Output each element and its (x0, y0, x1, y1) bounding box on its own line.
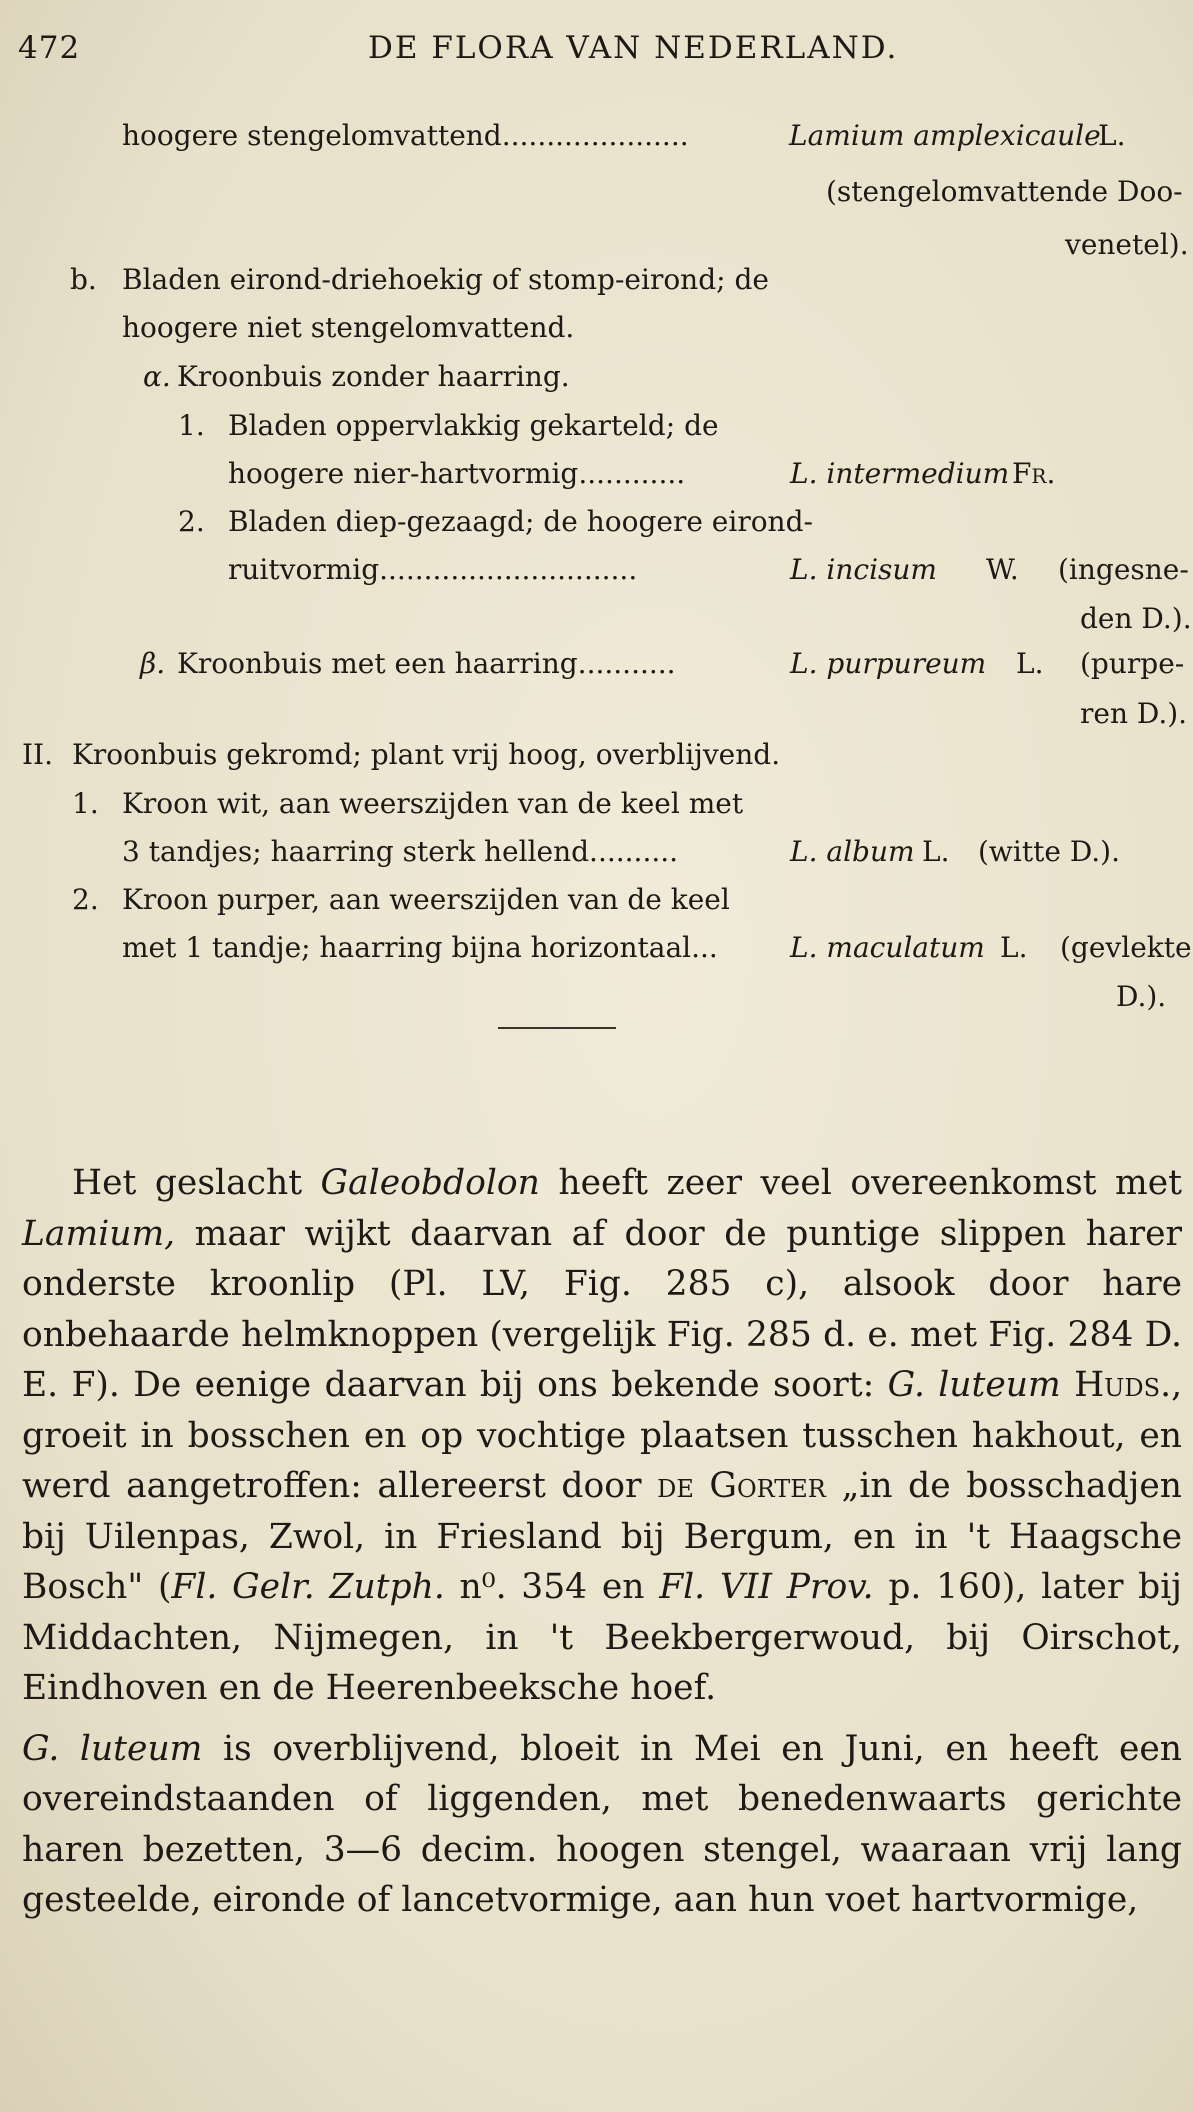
key-label: 1. (178, 409, 205, 442)
key-line: Kroonbuis gekromd; plant vrij hoog, overblijvend. (72, 738, 781, 771)
author-abbrev: L. (1098, 119, 1126, 152)
key-line: met 1 tandje; haarring bijna horizontaal... (122, 931, 718, 964)
section-divider (498, 1027, 616, 1029)
species-name: L. purpureum (790, 647, 987, 680)
author-abbrev: Fr. (1012, 457, 1056, 490)
author-abbrev: L. (922, 835, 950, 868)
key-label: 1. (72, 787, 99, 820)
paragraph: Het geslacht Galeobdolon heeft zeer veel overeenkomst met Lamium, maar wijkt daarvan af door de puntige slippen harer onderste kroonlip (Pl. LV, Fig. 285 c), alsook door hare onbehaarde helmknoppen (vergelijk Fig. 285 d. e. met Fig. 284 D. E. F). De eenige daarvan bij ons bekende soort: G. luteum Huds., groeit in bosschen en op vochtige plaatsen tusschen hakhout, en werd aangetroffen: allereerst door de Gorter „in de bosschadjen bij Uilenpas, Zwol, in Friesland bij Bergum, en in 't Haagsche Bosch" (Fl. Gelr. Zutph. n⁰. 354 en Fl. VII Prov. p. 160), later bij Middachten, Nijmegen, in 't Beekbergerwoud, bij Oirschot, Eindhoven en de Heerenbeeksche hoef. (22, 1163, 1183, 1708)
common-name: ren D.). (1080, 697, 1188, 730)
species-name: L. incisum (790, 553, 937, 586)
body-text (22, 1158, 1182, 1936)
species-name: L. intermedium (790, 457, 1010, 490)
author-abbrev: L. (1016, 647, 1044, 680)
key-label: 2. (178, 505, 205, 538)
species-name: L. album (790, 835, 915, 868)
key-line: Kroonbuis met een haarring........... (177, 647, 676, 680)
author-abbrev: W. (986, 553, 1019, 586)
key-line: Bladen oppervlakkig gekarteld; de (228, 409, 719, 442)
common-name: (stengelomvattende Doo- (826, 175, 1183, 208)
key-label: α. (143, 360, 171, 393)
key-label: II. (22, 738, 54, 771)
common-name: (gevlekte (1060, 931, 1192, 964)
key-line: hoogere nier-hartvormig............ (228, 457, 686, 490)
key-line: Kroon purper, aan weerszijden van de keel (122, 883, 730, 916)
key-label: β. (140, 647, 166, 680)
key-line: Bladen diep-gezaagd; de hoogere eirond- (228, 505, 813, 538)
running-title: DE FLORA VAN NEDERLAND. (368, 30, 899, 66)
common-name: (purpe- (1080, 647, 1185, 680)
key-line: ruitvormig............................. (228, 553, 638, 586)
key-line: 3 tandjes; haarring sterk hellend.......... (122, 835, 679, 868)
species-name: L. maculatum (790, 931, 985, 964)
common-name: venetel). (1065, 228, 1189, 261)
key-label: 2. (72, 883, 99, 916)
key-line: hoogere niet stengelomvattend. (122, 311, 575, 344)
common-name: D.). (1116, 980, 1167, 1013)
author-abbrev: L. (1000, 931, 1028, 964)
key-line: Kroon wit, aan weerszijden van de keel met (122, 787, 744, 820)
running-header (18, 30, 1175, 80)
common-name: (ingesne- (1058, 553, 1189, 586)
page-number: 472 (18, 30, 81, 66)
species-name: Lamium amplexicaule (789, 119, 1101, 152)
key-line: Kroonbuis zonder haarring. (177, 360, 570, 393)
key-label: b. (70, 263, 97, 296)
common-name: den D.). (1080, 602, 1192, 635)
common-name: (witte D.). (978, 835, 1120, 868)
key-line: Bladen eirond-driehoekig of stomp-eirond; de (122, 263, 769, 296)
key-line: hoogere stengelomvattend..................... (122, 119, 689, 152)
paragraph: G. luteum is overblijvend, bloeit in Mei en Juni, en heeft een overeindstaanden of liggenden, met benedenwaarts gerichte haren bezetten, 3—6 decim. hoogen stengel, waaraan vrij lang gesteelde, eironde of lancetvormige, aan hun voet hartvormige, (22, 1728, 1183, 1920)
